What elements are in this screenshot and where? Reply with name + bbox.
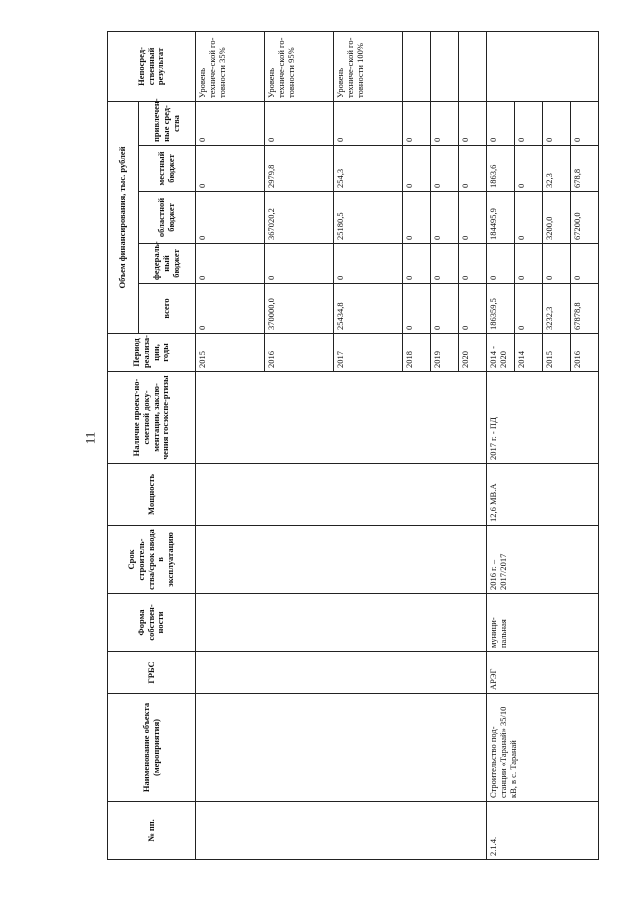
cell-regional: 184495,9 xyxy=(487,192,515,244)
cell-capacity xyxy=(196,464,487,526)
cell-total: 67878,8 xyxy=(571,284,599,334)
cell-local: 0 xyxy=(431,146,459,192)
cell-result: Уровень техниче-ской го-товности 100% xyxy=(334,31,403,101)
header-capacity: Мощность xyxy=(108,464,196,526)
cell-result xyxy=(431,31,459,101)
cell-federal: 0 xyxy=(196,244,265,284)
cell-regional: 67200,0 xyxy=(571,192,599,244)
cell-local: 0 xyxy=(515,146,543,192)
cell-total: 0 xyxy=(431,284,459,334)
table-row xyxy=(487,31,515,859)
cell-federal: 0 xyxy=(543,244,571,284)
table-frame xyxy=(107,32,582,860)
cell-capacity: 12,6 МВ.А xyxy=(487,464,599,526)
cell-federal: 0 xyxy=(459,244,487,284)
cell-num: 2.1.4. xyxy=(487,802,599,860)
header-period: Период реализа-ции, годы xyxy=(108,334,196,372)
cell-period: 2018 xyxy=(403,334,431,372)
financing-table xyxy=(107,31,599,860)
cell-federal: 0 xyxy=(334,244,403,284)
cell-federal: 0 xyxy=(487,244,515,284)
cell-grbs xyxy=(196,652,487,694)
cell-local: 2979,8 xyxy=(265,146,334,192)
cell-name: Строительство под-станции «Таранай» 35/10 кВ, в с. Таранай xyxy=(487,694,599,802)
table-row xyxy=(196,31,265,859)
cell-regional: 0 xyxy=(431,192,459,244)
cell-result xyxy=(487,31,599,101)
cell-total: 0 xyxy=(196,284,265,334)
cell-result: Уровень техниче-ской го-товности 95% xyxy=(265,31,334,101)
cell-total: 25434,8 xyxy=(334,284,403,334)
cell-ownership: муници-пальная xyxy=(487,594,599,652)
cell-attracted: 0 xyxy=(403,101,431,145)
cell-attracted: 0 xyxy=(196,101,265,145)
cell-regional: 367020,2 xyxy=(265,192,334,244)
cell-design-docs xyxy=(196,372,487,464)
cell-result xyxy=(403,31,431,101)
header-grbs: ГРБС xyxy=(108,652,196,694)
cell-total: 370000,0 xyxy=(265,284,334,334)
cell-attracted: 0 xyxy=(459,101,487,145)
cell-regional: 3200,0 xyxy=(543,192,571,244)
cell-regional: 0 xyxy=(515,192,543,244)
cell-total: 3232,3 xyxy=(543,284,571,334)
header-ownership: Форма собствен-ности xyxy=(108,594,196,652)
cell-attracted: 0 xyxy=(543,101,571,145)
cell-local: 1863,6 xyxy=(487,146,515,192)
cell-local: 0 xyxy=(403,146,431,192)
cell-period: 2016 xyxy=(265,334,334,372)
header-local: местный бюджет xyxy=(139,146,196,192)
cell-local: 0 xyxy=(196,146,265,192)
cell-attracted: 0 xyxy=(487,101,515,145)
cell-attracted: 0 xyxy=(265,101,334,145)
rotated-page-content xyxy=(107,32,582,860)
cell-federal: 0 xyxy=(571,244,599,284)
cell-federal: 0 xyxy=(431,244,459,284)
header-funding-group: Объем финансирования, тыс. рублей xyxy=(108,101,139,333)
cell-federal: 0 xyxy=(265,244,334,284)
cell-regional: 0 xyxy=(196,192,265,244)
header-total: всего xyxy=(139,284,196,334)
header-regional: областной бюджет xyxy=(139,192,196,244)
cell-regional: 25180,5 xyxy=(334,192,403,244)
cell-total: 186359,5 xyxy=(487,284,515,334)
cell-local: 32,3 xyxy=(543,146,571,192)
cell-name xyxy=(196,694,487,802)
cell-local: 678,8 xyxy=(571,146,599,192)
cell-total: 0 xyxy=(459,284,487,334)
header-num: № пп. xyxy=(108,802,196,860)
cell-attracted: 0 xyxy=(571,101,599,145)
cell-period: 2016 xyxy=(571,334,599,372)
cell-local: 254,3 xyxy=(334,146,403,192)
cell-attracted: 0 xyxy=(515,101,543,145)
cell-attracted: 0 xyxy=(431,101,459,145)
cell-period: 2020 xyxy=(459,334,487,372)
cell-local: 0 xyxy=(459,146,487,192)
cell-regional: 0 xyxy=(403,192,431,244)
cell-period: 2019 xyxy=(431,334,459,372)
cell-attracted: 0 xyxy=(334,101,403,145)
cell-period: 2015 xyxy=(543,334,571,372)
cell-federal: 0 xyxy=(515,244,543,284)
cell-federal: 0 xyxy=(403,244,431,284)
cell-grbs: АРЭГ xyxy=(487,652,599,694)
cell-total: 0 xyxy=(403,284,431,334)
cell-period: 2017 xyxy=(334,334,403,372)
cell-period: 2014 - 2020 xyxy=(487,334,515,372)
header-design-docs: Наличие проект-но-сметной доку-ментации, заклю-чения госэкспе-ртизы xyxy=(108,372,196,464)
cell-period: 2015 xyxy=(196,334,265,372)
cell-term: 2016 г. – 2017/2017 xyxy=(487,526,599,594)
cell-num xyxy=(196,802,487,860)
header-attracted: привлечен-ные сред-ства xyxy=(139,101,196,145)
cell-period: 2014 xyxy=(515,334,543,372)
header-result: Непосред-ственный результат xyxy=(108,31,196,101)
cell-ownership xyxy=(196,594,487,652)
page-number: 11 xyxy=(82,431,98,445)
header-term: Срок строитель-ства/срок ввода в эксплуатацию xyxy=(108,526,196,594)
cell-result xyxy=(459,31,487,101)
header-name: Наименование объекта (мероприятия) xyxy=(108,694,196,802)
header-federal: федераль-ный бюджет xyxy=(139,244,196,284)
cell-term xyxy=(196,526,487,594)
header-row-top xyxy=(108,31,139,859)
cell-total: 0 xyxy=(515,284,543,334)
cell-design-docs: 2017 г. - ПД xyxy=(487,372,599,464)
cell-regional: 0 xyxy=(459,192,487,244)
cell-result: Уровень техниче-ской го-товности 35% xyxy=(196,31,265,101)
